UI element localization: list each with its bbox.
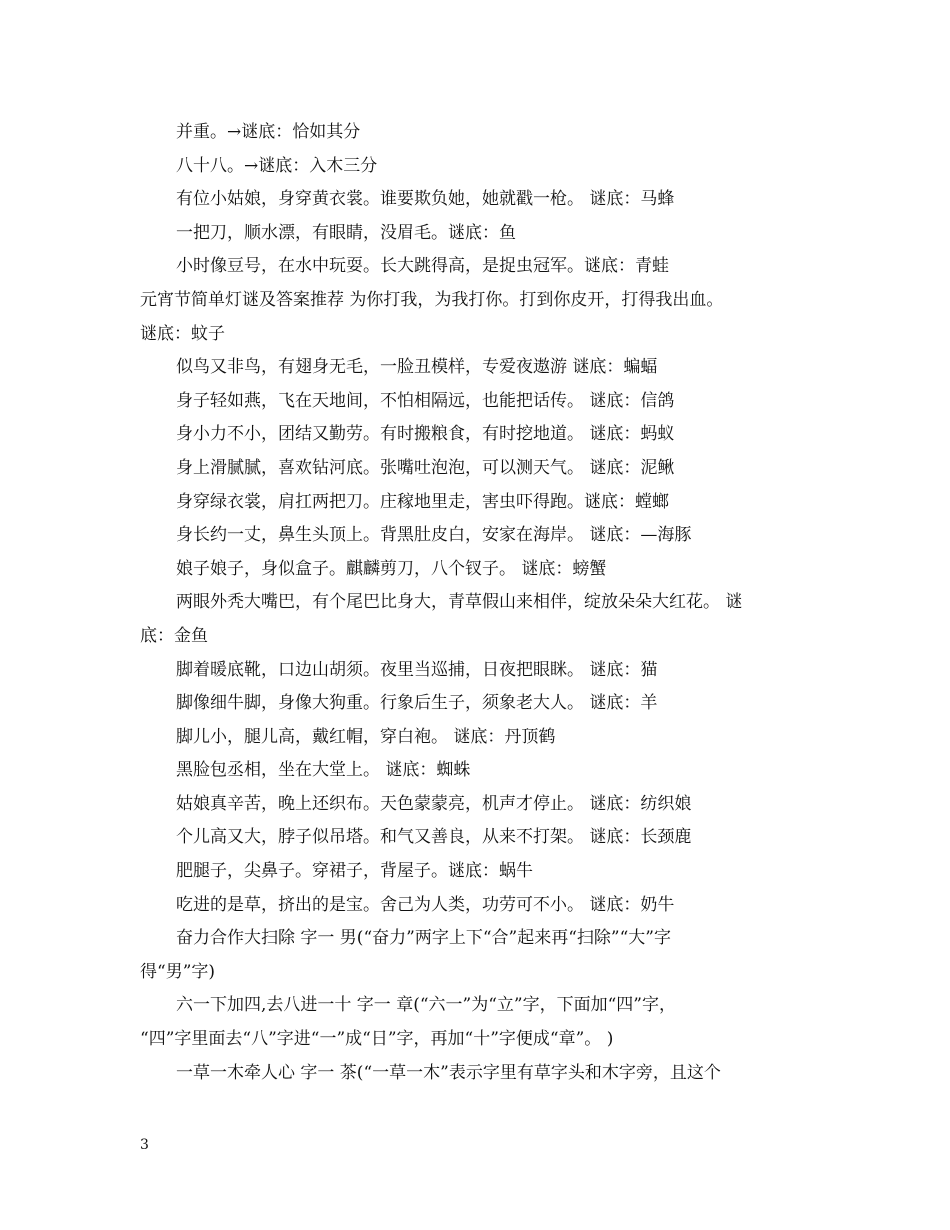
text-line: 黑脸包丞相，坐在大堂上。 谜底：蜘蛛 bbox=[176, 760, 471, 781]
text-line: 小时像豆号，在水中玩耍。长大跳得高，是捉虫冠军。谜底：青蛙 bbox=[176, 256, 669, 277]
text-line: 奋力合作大扫除 字一 男(“奋力”两字上下“合”起来再“扫除”“大”字 bbox=[176, 928, 671, 949]
document-body bbox=[140, 116, 812, 1090]
text-line: 一草一木牵人心 字一 茶(“一草一木”表示字里有草字头和木字旁，且这个 bbox=[176, 1062, 721, 1083]
text-line: 似鸟又非鸟，有翅身无毛，一脸丑模样，专爱夜遨游 谜底：蝙蝠 bbox=[176, 357, 658, 378]
text-line: 谜底：蚊子 bbox=[140, 323, 225, 344]
text-line: 得“男”字) bbox=[140, 961, 216, 982]
text-line: 吃进的是草，挤出的是宝。舍己为人类，功劳可不小。 谜底：奶牛 bbox=[176, 894, 675, 915]
text-line: 八十八。→谜底：入木三分 bbox=[176, 155, 378, 176]
text-line: 娘子娘子，身似盒子。麒麟剪刀，八个钗子。 谜底：螃蟹 bbox=[176, 558, 607, 579]
text-line: 并重。→谜底：恰如其分 bbox=[176, 122, 361, 142]
text-line: 身小力不小，团结又勤劳。有时搬粮食，有时挖地道。 谜底：蚂蚁 bbox=[176, 424, 675, 445]
text-line: 有位小姑娘，身穿黄衣裳。谁要欺负她，她就戳一枪。 谜底：马蜂 bbox=[176, 189, 675, 210]
text-line: 个儿高又大，脖子似吊塔。和气又善良，从来不打架。 谜底：长颈鹿 bbox=[176, 827, 692, 848]
text-line: 脚像细牛脚，身像大狗重。行象后生子，须象老大人。 谜底：羊 bbox=[176, 693, 658, 714]
text-line: 两眼外秃大嘴巴，有个尾巴比身大，青草假山来相伴，绽放朵朵大红花。 谜 bbox=[176, 592, 743, 613]
page-number: 3 bbox=[140, 1137, 149, 1153]
text-line: 身上滑腻腻，喜欢钻河底。张嘴吐泡泡，可以测天气。 谜底：泥鳅 bbox=[176, 457, 675, 478]
text-line: 脚着暖底靴，口边山胡须。夜里当巡捕，日夜把眼眯。 谜底：猫 bbox=[176, 659, 658, 680]
text-line: 身长约一丈，鼻生头顶上。背黑肚皮白，安家在海岸。 谜底：—海豚 bbox=[176, 525, 692, 546]
text-line: 身穿绿衣裳，肩扛两把刀。庄稼地里走，害虫吓得跑。谜底：螳螂 bbox=[176, 491, 669, 512]
text-line: 元宵节简单灯谜及答案推荐 为你打我，为我打你。打到你皮开，打得我出血。 bbox=[140, 289, 724, 310]
text-line: 肥腿子，尖鼻子。穿裙子，背屋子。谜底：蜗牛 bbox=[176, 861, 533, 882]
text-line: 姑娘真辛苦，晚上还织布。天色蒙蒙亮，机声才停止。 谜底：纺织娘 bbox=[176, 793, 692, 814]
text-line: “四”字里面去“八”字进“一”成“日”字，再加“十”字便成“章”。 ) bbox=[140, 1029, 614, 1050]
text-line: 脚儿小，腿儿高，戴红帽，穿白袍。 谜底：丹顶鹤 bbox=[176, 726, 556, 747]
text-line: 身子轻如燕，飞在天地间，不怕相隔远，也能把话传。 谜底：信鸽 bbox=[176, 390, 675, 411]
text-line: 一把刀，顺水漂，有眼睛，没眉毛。谜底：鱼 bbox=[176, 222, 516, 243]
text-line: 底：金鱼 bbox=[140, 625, 208, 646]
text-line: 六一下加四,去八进一十 字一 章(“六一”为“立”字，下面加“四”字， bbox=[176, 995, 676, 1016]
